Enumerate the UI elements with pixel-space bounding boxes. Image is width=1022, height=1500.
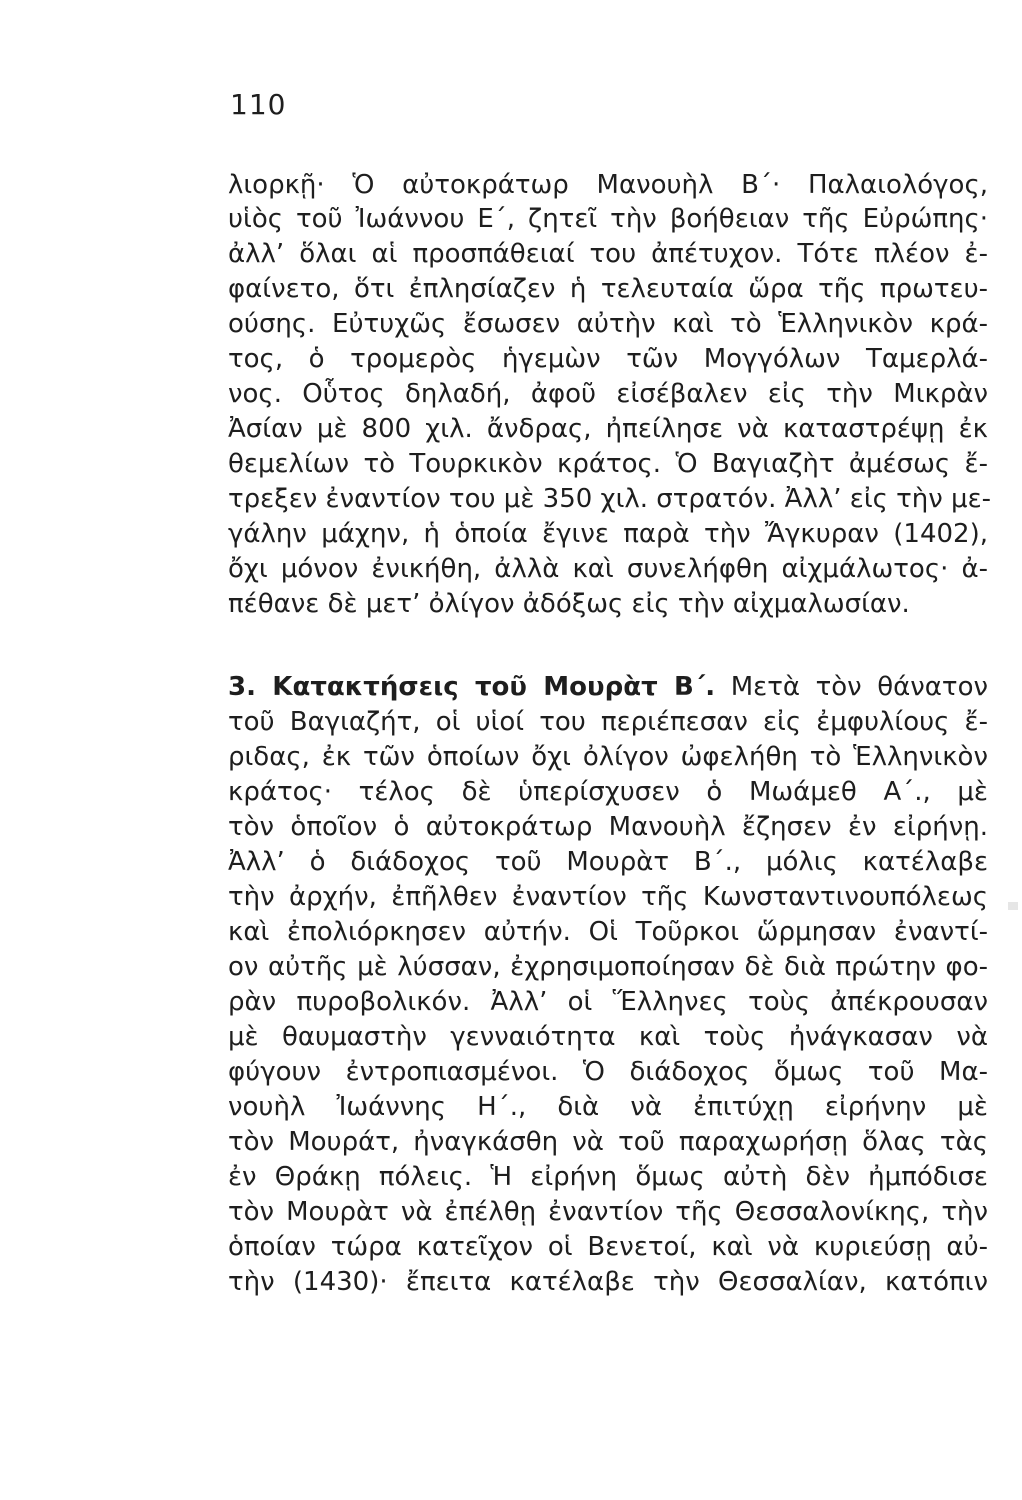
text-line: τὸν Μουράτ, ἠναγκάσθη νὰ τοῦ παραχωρήσῃ ὅλας τὰς [228,1127,988,1157]
text-line: καὶ ἐπολιόρκησεν αὐτήν. Οἱ Τοῦρκοι ὥρμησαν ἐναντί- [228,917,988,947]
text-line: τοῦ Βαγιαζήτ, οἱ υἱοί του περιέπεσαν εἰς ἐμφυλίους ἔ- [228,707,988,737]
text-line: Ἀλλ’ ὁ διάδοχος τοῦ Μουρὰτ Β΄., μόλις κατέλαβε [228,847,988,877]
section-heading: 3. Κατακτήσεις τοῦ Μουρὰτ Β΄. [228,672,716,702]
text-line: ὁποίαν τώρα κατεῖχον οἱ Βενετοί, καὶ νὰ κυριεύσῃ αὐ- [228,1232,988,1262]
section-first-line-text: Μετὰ τὸν θάνατον [730,672,989,702]
text-line: τὸν Μουρὰτ νὰ ἐπέλθῃ ἐναντίον τῆς Θεσσαλονίκης, τὴν [228,1197,988,1227]
text-line: τρεξεν ἐναντίον του μὲ 350 χιλ. στρατόν. Ἀλλ’ εἰς τὴν με- [228,484,992,514]
text-line: μὲ θαυμαστὴν γενναιότητα καὶ τοὺς ἠνάγκασαν νὰ [228,1022,988,1052]
text-line: νουὴλ Ἰωάννης Η΄., διὰ νὰ ἐπιτύχῃ εἰρήνην μὲ [228,1092,988,1122]
text-line: λιορκῇ· Ὁ αὐτοκράτωρ Μανουὴλ Β΄· Παλαιολόγος, [228,170,988,200]
text-line: ον αὐτῆς μὲ λύσσαν, ἐχρησιμοποίησαν δὲ διὰ πρώτην φο- [228,952,988,982]
text-line: πέθανε δὲ μετ’ ὀλίγον ἀδόξως εἰς τὴν αἰχμαλωσίαν. [228,589,910,619]
text-line: φαίνετο, ὅτι ἐπλησίαζεν ἡ τελευταία ὥρα τῆς πρωτευ- [228,274,988,304]
text-line: νος. Οὗτος δηλαδή, ἀφοῦ εἰσέβαλεν εἰς τὴν Μικρὰν [228,379,988,409]
text-line: ὄχι μόνον ἐνικήθη, ἀλλὰ καὶ συνελήφθη αἰχμάλωτος· ἀ- [228,554,988,584]
scan-mark [1008,902,1018,910]
text-line: κράτος· τέλος δὲ ὑπερίσχυσεν ὁ Μωάμεθ Α΄., μὲ [228,777,988,807]
text-line: ριδας, ἐκ τῶν ὁποίων ὄχι ὀλίγον ὠφελήθη τὸ Ἑλληνικὸν [228,742,988,772]
text-line: φύγουν ἐντροπιασμένοι. Ὁ διάδοχος ὅμως τοῦ Μα- [228,1057,988,1087]
text-line: ούσης. Εὐτυχῶς ἔσωσεν αὐτὴν καὶ τὸ Ἑλληνικὸν κρά- [228,309,988,339]
text-line: υἱὸς τοῦ Ἰωάννου Ε΄, ζητεῖ τὴν βοήθειαν τῆς Εὐρώπης· [228,204,988,234]
text-line: τὸν ὁποῖον ὁ αὐτοκράτωρ Μανουὴλ ἔζησεν ἐν εἰρήνῃ. [228,812,988,842]
text-line: Ἀσίαν μὲ 800 χιλ. ἄνδρας, ἠπείλησε νὰ καταστρέψῃ ἐκ [228,414,988,444]
text-line: ἀλλ’ ὅλαι αἱ προσπάθειαί του ἀπέτυχον. Τότε πλέον ἐ- [228,239,988,269]
page-number: 110 [230,88,287,121]
text-line: τος, ὁ τρομερὸς ἡγεμὼν τῶν Μογγόλων Ταμερλά- [228,344,988,374]
text-line: τὴν ἀρχήν, ἐπῆλθεν ἐναντίον τῆς Κωνσταντινουπόλεως [228,882,988,912]
text-line: ρὰν πυροβολικόν. Ἀλλ’ οἱ Ἕλληνες τοὺς ἀπέκρουσαν [228,987,988,1017]
text-line: ἐν Θράκῃ πόλεις. Ἡ εἰρήνη ὅμως αὐτὴ δὲν ἠμπόδισε [228,1162,988,1192]
text-line: γάλην μάχην, ἡ ὁποία ἔγινε παρὰ τὴν Ἄγκυραν (1402), [228,519,988,549]
section-first-line [228,670,988,704]
text-line: τὴν (1430)· ἔπειτα κατέλαβε τὴν Θεσσαλίαν, κατόπιν [228,1267,988,1297]
text-line: θεμελίων τὸ Τουρκικὸν κράτος. Ὁ Βαγιαζὴτ ἀμέσως ἔ- [228,449,988,479]
